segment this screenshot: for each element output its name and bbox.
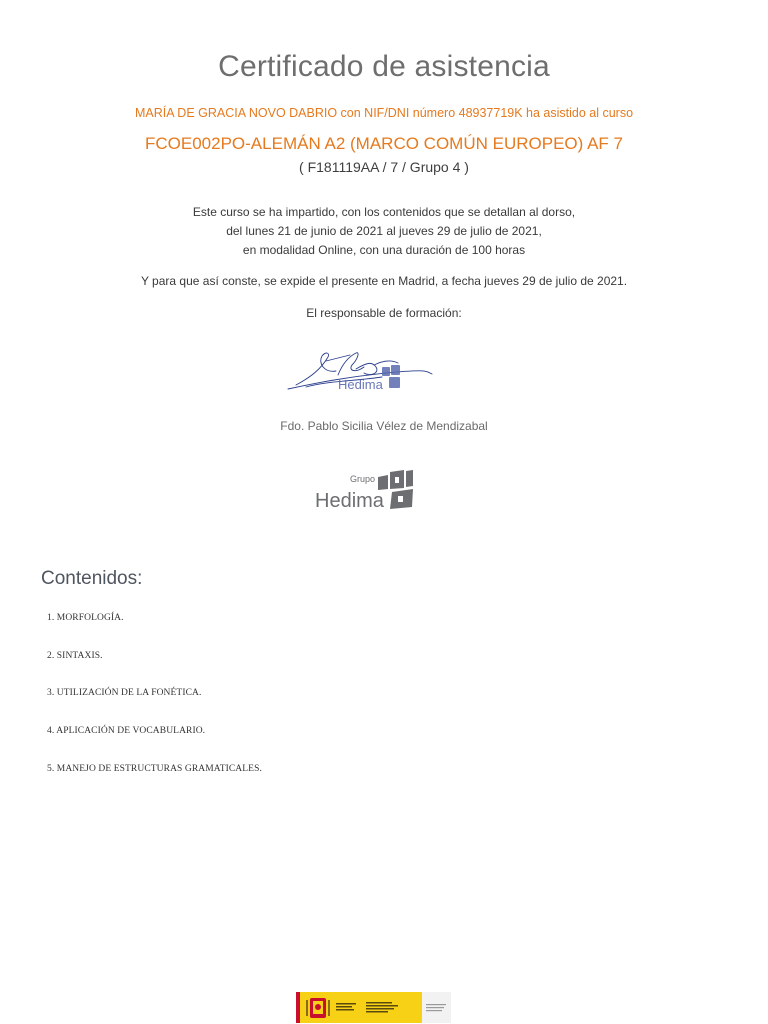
description-line-2: del lunes 21 de junio de 2021 al jueves 29 de julio de 2021,: [226, 224, 542, 238]
contents-item: 3. UTILIZACIÓN DE LA FONÉTICA.: [47, 688, 202, 698]
certificate-title: Certificado de asistencia: [218, 50, 550, 83]
logo-small-text: Grupo: [350, 474, 376, 484]
description-line-3: en modalidad Online, con una duración de 100 horas: [242, 243, 526, 257]
signature-image: [286, 347, 436, 395]
grupo-hedima-logo: [312, 467, 417, 513]
contents-heading: Contenidos:: [41, 568, 143, 589]
contents-item: 4. APLICACIÓN DE VOCABULARIO.: [47, 726, 206, 736]
signature-stamp-brand: Hedima: [338, 377, 383, 392]
issue-line: Y para que así conste, se expide el presente en Madrid, a fecha jueves 29 de julio de 2021.: [140, 274, 628, 288]
course-name: FCOE002PO-ALEMÁN A2 (MARCO COMÚN EUROPEO) AF 7: [145, 134, 623, 153]
attendee-line: MARÍA DE GRACIA NOVO DABRIO con NIF/DNI número 48937719K ha asistido al curso: [134, 106, 634, 120]
description-line-1: Este curso se ha impartido, con los contenidos que se detallan al dorso,: [192, 205, 576, 219]
signatory-name: Fdo. Pablo Sicilia Vélez de Mendizabal: [280, 419, 488, 433]
contents-item: 2. SINTAXIS.: [47, 651, 103, 661]
contents-item: 5. MANEJO DE ESTRUCTURAS GRAMATICALES.: [47, 764, 262, 774]
responsible-label: El responsable de formación:: [306, 306, 462, 320]
logo-brand-text: Hedima: [315, 490, 384, 512]
footer-institution-logos: [296, 992, 451, 1023]
contents-item: 1. MORFOLOGÍA.: [47, 613, 124, 623]
course-code: ( F181119AA / 7 / Grupo 4 ): [299, 159, 469, 175]
